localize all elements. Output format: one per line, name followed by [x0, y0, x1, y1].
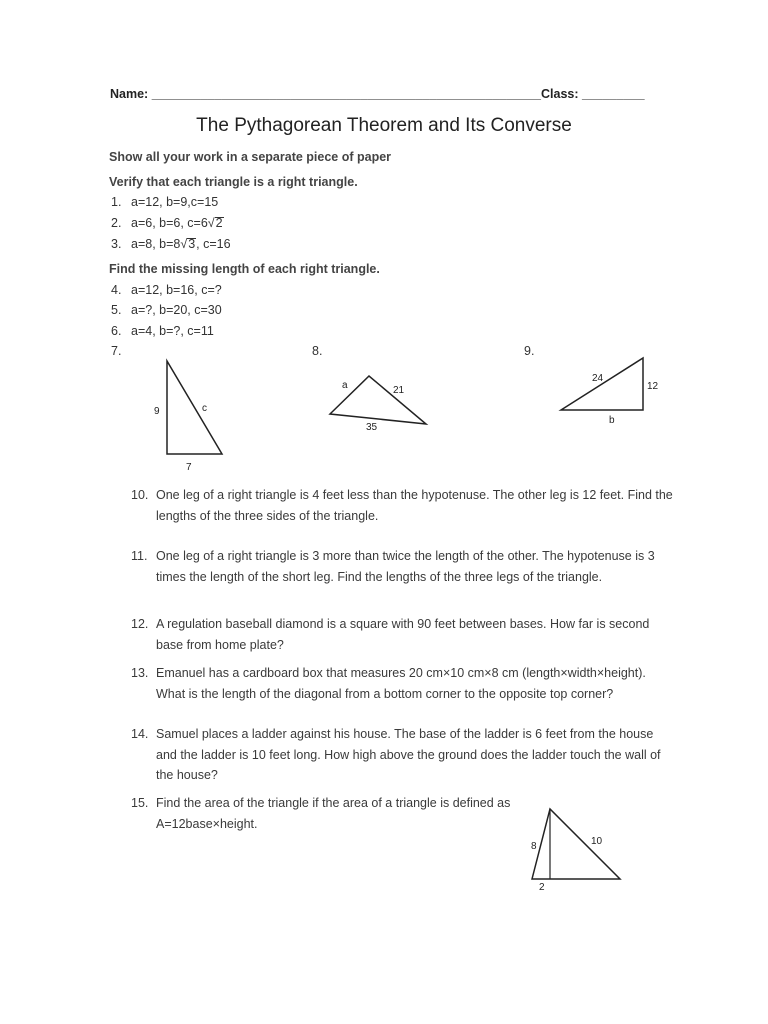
item-number: 5. [111, 303, 122, 317]
item-number: 10. [131, 488, 149, 502]
class-blank: _________ [582, 87, 645, 101]
expression-text: , c=16 [196, 237, 231, 251]
triangle-9-shape [561, 358, 643, 410]
worksheet-title: The Pythagorean Theorem and Its Converse [196, 115, 572, 136]
triangle-figure-8 [320, 368, 440, 438]
triangle-7-shape [167, 361, 222, 454]
side-label: 7 [186, 462, 192, 473]
word-problem-11 [131, 546, 676, 588]
name-label: Name: [110, 87, 152, 101]
side-label: b [609, 415, 615, 426]
triangle-figure-7 [140, 355, 250, 480]
item-number: 11. [131, 549, 148, 563]
side-label: 8 [531, 841, 537, 852]
problem-text: One leg of a right triangle is 3 more than twice the length of the other. The hypotenuse is 3 times the length of the short leg. Find the lengths of the three legs of the triangle. [156, 549, 655, 584]
expression-text: a=6, b=6, c=6√ [131, 216, 215, 230]
side-label: 24 [592, 373, 604, 384]
show-work-instruction: Show all your work in a separate piece of paper [109, 150, 392, 164]
item-number: 14. [131, 727, 149, 741]
name-field [110, 87, 645, 101]
verify-item-1: a=12, b=9,c=15 [131, 195, 219, 209]
item-number: 7. [111, 344, 122, 358]
triangle-figure-15 [520, 802, 630, 892]
problem-text: Samuel places a ladder against his house. The base of the ladder is 6 feet from the house and the ladder is 10 feet long. How high above the ground does the ladder touch the wall of the house? [156, 727, 661, 782]
missing-item-4: a=12, b=16, c=? [131, 283, 222, 297]
item-number: 4. [111, 283, 122, 297]
triangle-15-shape [532, 809, 620, 879]
side-label: 2 [539, 882, 545, 892]
item-number: 15. [131, 796, 149, 810]
item-number: 1. [111, 195, 122, 209]
problem-text: Emanuel has a cardboard box that measures 20 cm×10 cm×8 cm (length×width×height). What is the length of the diagonal from a bottom corner to the opposite top corner? [156, 666, 646, 701]
verify-item-3 [131, 237, 231, 251]
item-number: 2. [111, 216, 122, 230]
name-blank: ________________________________________________________ [151, 87, 541, 101]
radicand: 2 [215, 216, 223, 230]
side-label: 10 [591, 836, 603, 847]
missing-item-5: a=?, b=20, c=30 [131, 303, 222, 317]
class-label: Class: [541, 87, 582, 101]
problem-text: Find the area of the triangle if the area of a triangle is defined as A=12base×height. [156, 796, 511, 831]
problem-text: One leg of a right triangle is 4 feet less than the hypotenuse. The other leg is 12 feet. Find the lengths of the three sides of the triangle. [156, 488, 673, 523]
triangle-figure-9 [555, 350, 670, 430]
side-label: c [202, 403, 207, 414]
side-label: a [342, 380, 348, 391]
radicand: 3 [188, 237, 196, 251]
item-number: 3. [111, 237, 122, 251]
problem-text: A regulation baseball diamond is a square with 90 feet between bases. How far is second base from home plate? [156, 617, 650, 652]
word-problem-12 [131, 614, 676, 656]
item-number: 6. [111, 324, 122, 338]
side-label: 21 [393, 385, 405, 396]
item-number: 13. [131, 666, 149, 680]
word-problem-10 [131, 485, 676, 527]
item-number: 12. [131, 617, 149, 631]
missing-item-6: a=4, b=?, c=11 [131, 324, 214, 338]
side-label: 9 [154, 406, 160, 417]
item-number: 8. [312, 344, 323, 358]
expression-text: a=8, b=8√ [131, 237, 188, 251]
word-problem-14 [131, 724, 676, 786]
word-problem-13 [131, 663, 676, 725]
item-number: 9. [524, 344, 535, 358]
side-label: 12 [647, 381, 659, 392]
verify-instruction: Verify that each triangle is a right triangle. [109, 175, 358, 189]
find-missing-instruction: Find the missing length of each right triangle. [109, 262, 380, 276]
verify-item-2 [131, 216, 224, 230]
side-label: 35 [366, 422, 378, 433]
